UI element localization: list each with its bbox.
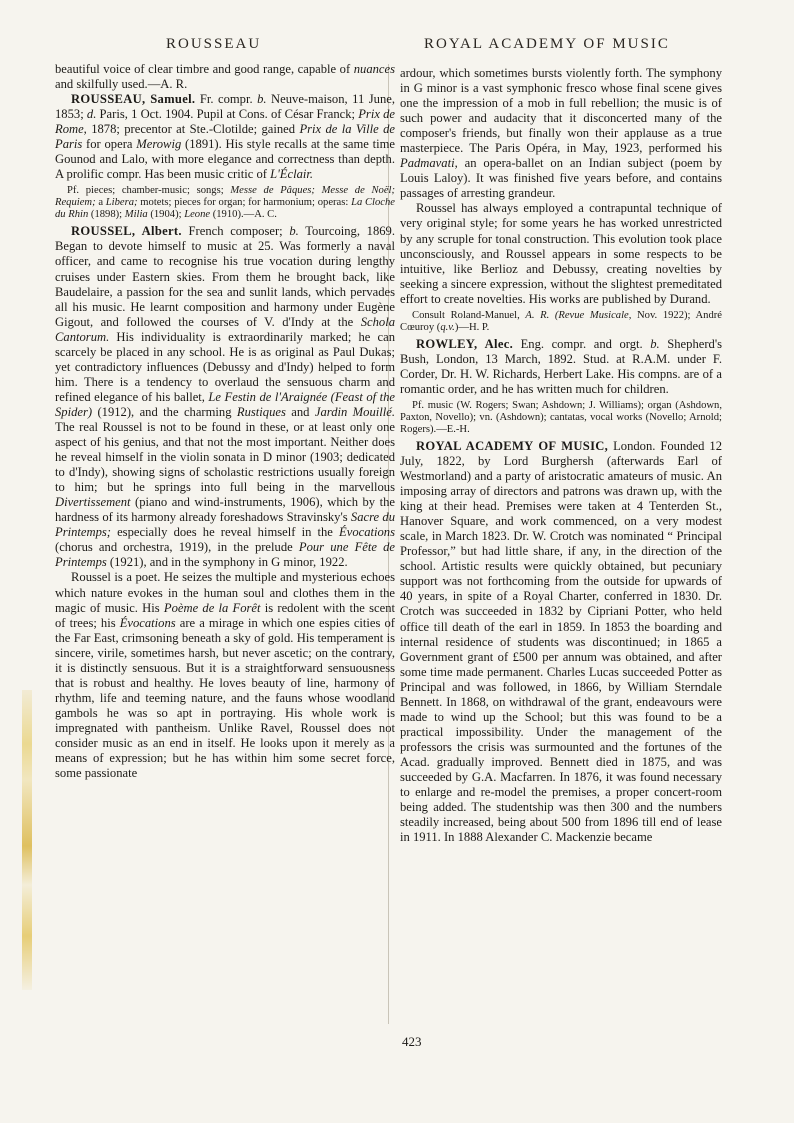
page-number: 423 [402, 1034, 422, 1049]
entry-rousseau: ROUSSEAU, Samuel. Fr. compr. b. Neuve-maison, 11 June, 1853; d. Paris, 1 Oct. 1904. Pupil at Cons. of César Franck; Prix de Rome, 1878; precentor at Ste.-Clotilde; gained Prix de la Ville de Paris for opera Merowig (1891). His style recalls at the same time Gounod and Lalo, with more elegance and correctness than depth. A prolific compr. Has been music critic of L'Éclair. [55, 92, 396, 182]
running-head-right: ROYAL ACADEMY OF MUSIC [424, 36, 670, 52]
headword-roussel: ROUSSEL, Albert. [71, 224, 182, 239]
works-note-rousseau: Pf. pieces; chamber-music; songs; Messe de Pâques; Messe de Noël; Requiem; a Libera; motets; pieces for organ; for harmonium; operas: La Cloche du Rhin (1898); Milia (1904); Leone (1910).—A. C. [55, 185, 395, 221]
headword-royal-academy: ROYAL ACADEMY OF MUSIC, [416, 438, 609, 453]
left-column [55, 62, 395, 781]
headword-rousseau: ROUSSEAU, Samuel. [71, 92, 196, 107]
paragraph-poet: Roussel is a poet. He seizes the multiple and mysterious echoes which nature evokes in the human soul and clothes them in the magic of music. His Poème de la Forêt is redolent with the scent of trees; his Évocations are a mirage in which one espies cities of the Far East, crimsoning beneath a sky of gold. His temperament is sincere, virile, sometimes harsh, but never ascetic; on the contrary, it is distinctly sensuous. But it is a straightforward sensuousness that is robust and healthy. He loves beauty of line, harmony of rhythm, life and teeming nature, and the fauns whose woodland gambols he was so apt in portraying. His whole work is impregnated with pantheism. Unlike Ravel, Roussel does not consider music as an end in itself. He looks upon it merely as a means of expression; but he has within him some secret force, some passionate [55, 570, 395, 781]
consult-note-roussel: Consult Roland-Manuel, A. R. (Revue Musicale, Nov. 1922); André Cœuroy (q.v.)—H. P. [400, 309, 723, 333]
paragraph-continued-right: ardour, which sometimes bursts violently forth. The symphony in G minor is a vast symphonic fresco whose final scene gives one the impression of a mob in full rebellion; the music is of such power and audacity that it disconcerted many of the composer's friends, but finally won their applause as a true masterpiece. The Paris Opéra, in May, 1923, performed his Padmavati, an opera-ballet on an Indian subject (poem by Louis Laloy). It was finished five years before, and contains passages of arresting grandeur. [400, 66, 722, 201]
binding-stain [22, 690, 32, 990]
paragraph-contrapuntal: Roussel has always employed a contrapuntal technique of very original style; for some years he has worked unrestricted by any scruple for tonal construction. This evolution took place unconsciously, and Roussel appears in some respects to be intuitive, like Berlioz and Debussy, creating novelties by seeking a sincere expression, without the slightest premeditated effort to create novelties. His works are published by Durand. [400, 201, 722, 306]
works-note-rowley: Pf. music (W. Rogers; Swan; Ashdown; J. Williams); organ (Ashdown, Paxton, Novello); vn. (Ashdown); cantatas, vocal works (Novello; Arnold; Rogers).—E.-H. [400, 399, 722, 435]
running-head-left: ROUSSEAU [166, 36, 262, 52]
headword-rowley: ROWLEY, Alec. [416, 336, 514, 351]
entry-roussel: ROUSSEL, Albert. French composer; b. Tourcoing, 1869. Began to devote himself to music at 25. Was formerly a naval officer, and came to recognise his true vocation during lengthy cruises under Eastern skies. From them he brought back, like Baudelaire, a passion for the sea and sunlit lands, which pervades all his music. He learnt composition and harmony under Eugène Gigout, and followed the courses of V. d'Indy at the Schola Cantorum. His individuality is extraordinarily marked; he can scarcely be placed in any school. He is as original as Paul Dukas; yet contradictory influences (Debussy and d'Indy) helped to form him. There is a tendency to overlaud the sensuous charm and refined elegance of his ballet, Le Festin de l'Araignée (Feast of the Spider) (1912), and the charming Rustiques and Jardin Mouillé. The real Roussel is not to be found in these, or at least only one aspect of his genius, and that not the most important. Neither does he reveal himself in the violin sonata in D minor (1903; dedicated to d'Indy), showing signs of scholastic restrictions usually foreign to him; but he springs into full being in the marvellous Divertissement (piano and wind-instruments, 1906), which by the hardness of its harmony already foreshadows Stravinsky's Sacre du Printemps; especially does he reveal himself in the Évocations (chorus and orchestra, 1919), in the prelude Pour une Fête de Printemps (1921), and in the symphony in G minor, 1922. [55, 224, 396, 570]
entry-royal-academy: ROYAL ACADEMY OF MUSIC, London. Founded 12 July, 1822, by Lord Burghersh (afterwards Earl of Westmorland) and a party of aristocratic amateurs of music. An imposing array of directors and patrons was drawn up, with the king at their head. Premises were taken at 4 Tenterden St., Hanover Square, and work commenced, on a very modest scale, in March 1823. Dr. W. Crotch was nominated “ Principal Professor,” but had little share, if any, in the direction of the school. Artistic results were quickly obtained, but pecuniary support was not forthcoming from the outside for upwards of 40 years, in spite of a Royal Charter, conferred in 1830. Dr. Crotch was succeeded in 1832 by Cipriani Potter, who held office till death of the earl in 1859. In 1853 the boarding and internal residence of students was discontinued; in 1865 a Government grant of £500 per annum was obtained, and after some time made permanent. Charles Lucas succeeded Potter as Principal and was followed, in 1866, by William Sterndale Bennett. In 1868, on withdrawal of the grant, endeavours were made to wind up the School; but this was found to be a practical impossibility. Under the management of the professors the crisis was surmounted and the fortunes of the Acad. gradually improved. Bennett died in 1875, and was succeeded by G.A. Macfarren. In 1876, it was found necessary to enlarge and re-model the premises, a proper concert-room being added. The studentship was then 300 and the numbers steadily increased, being about 500 from 1896 till end of lease in 1911. In 1888 Alexander C. Mackenzie became [400, 438, 722, 845]
paragraph-continued: beautiful voice of clear timbre and good range, capable of nuances and skilfully used.—A. R. [55, 62, 395, 92]
right-column [400, 66, 722, 845]
entry-rowley: ROWLEY, Alec. Eng. compr. and orgt. b. Shepherd's Bush, London, 13 March, 1892. Stud. at R.A.M. under F. Corder, Dr. H. W. Richards, Herbert Lake. His compns. are of a romantic order, and he has written much for children. [400, 336, 722, 396]
